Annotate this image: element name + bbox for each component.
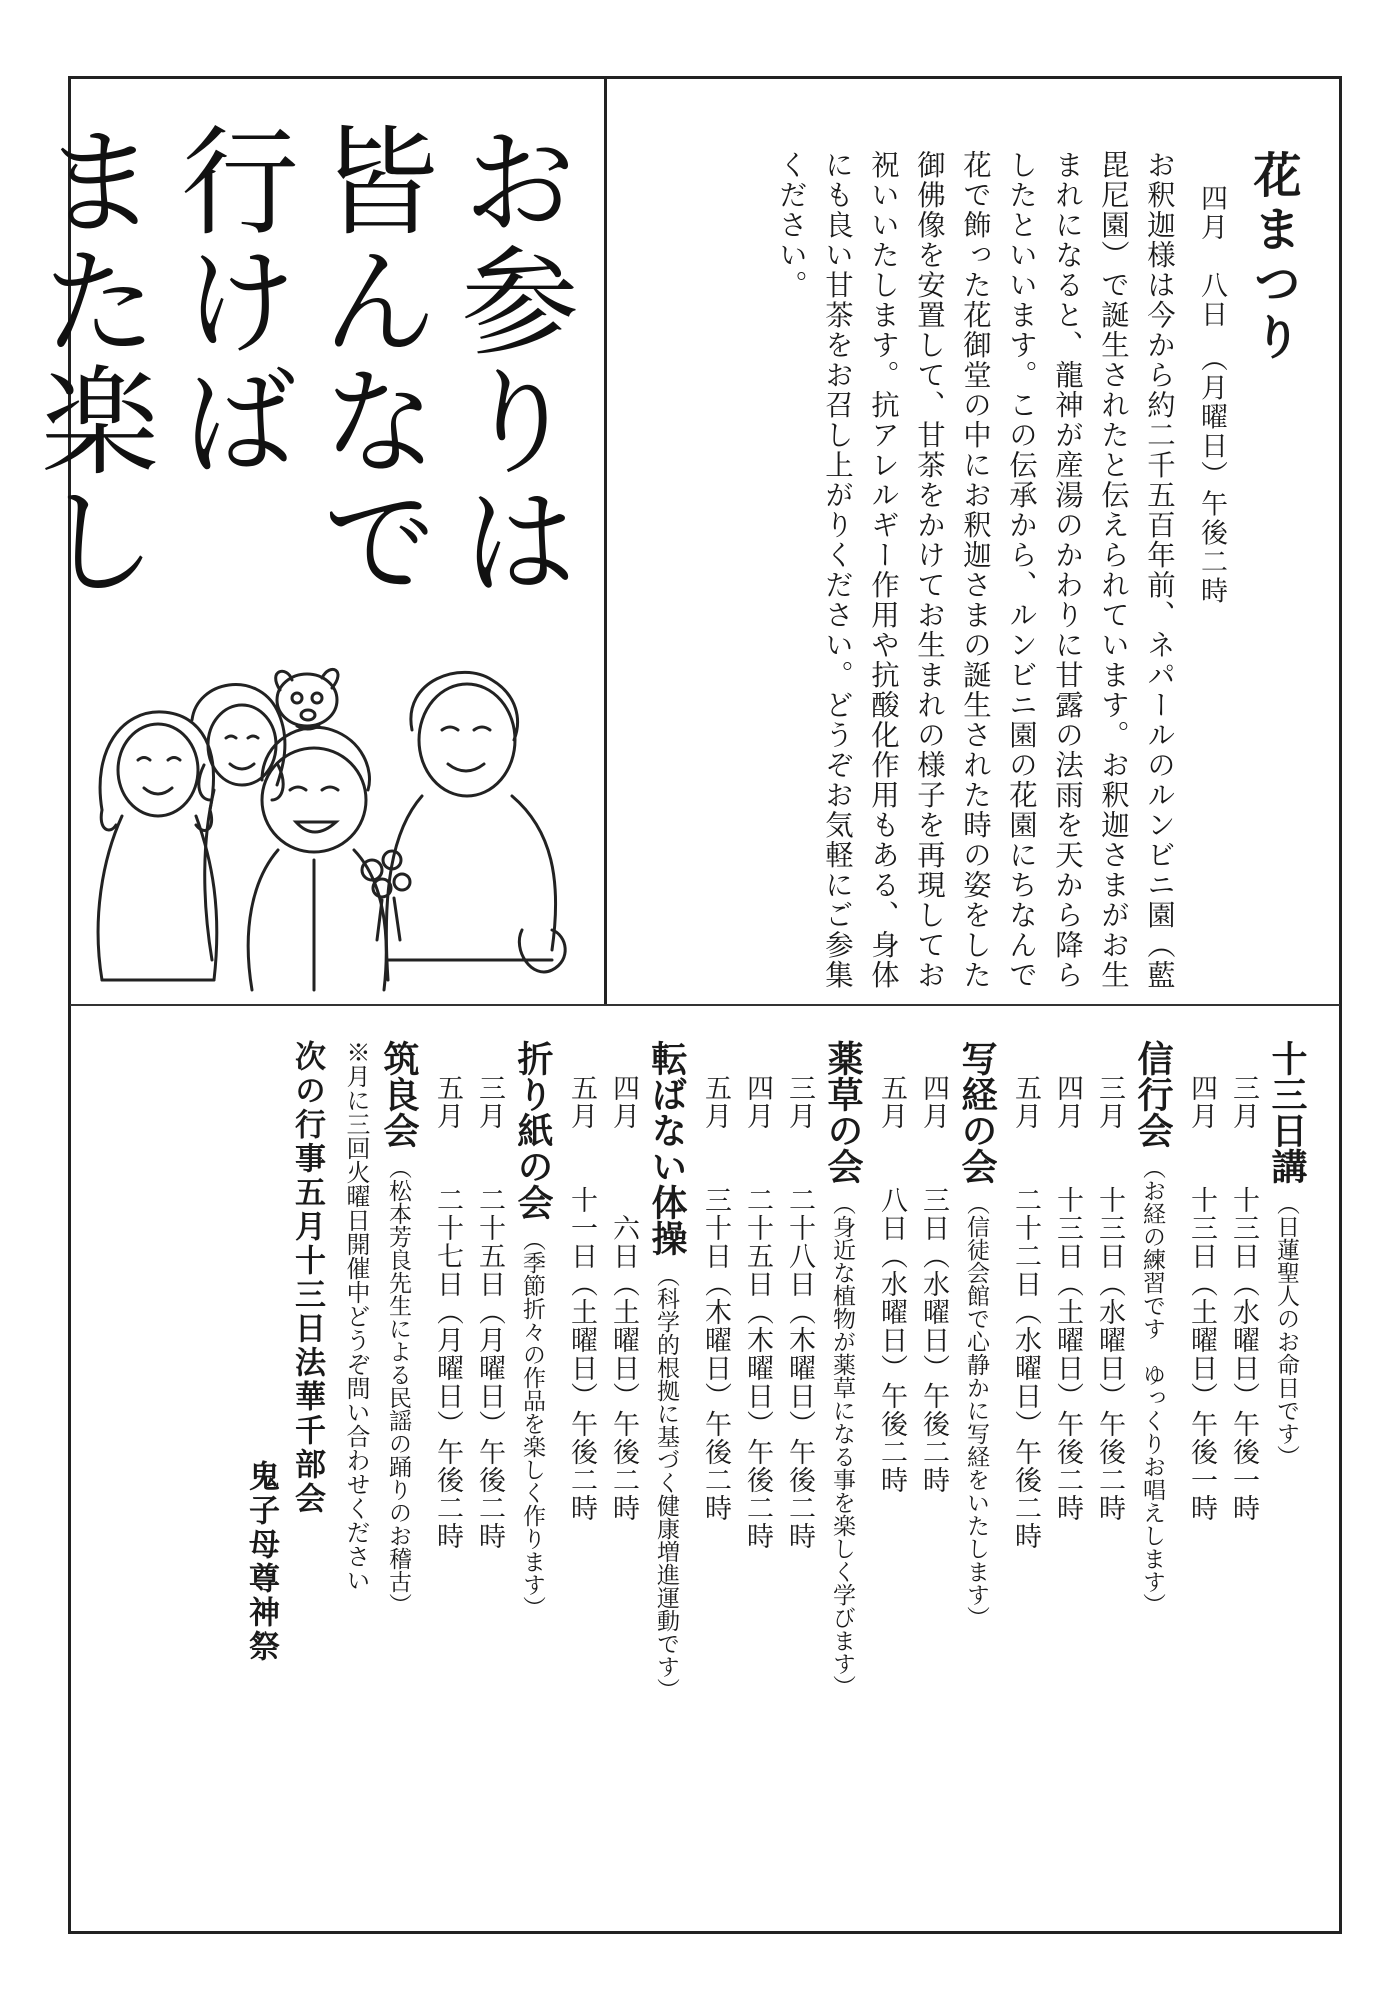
event-date-line: 四月 二十五日（木曜日）午後二時	[742, 1074, 773, 1550]
event-subtitle: （お経の練習です ゆっくりお唱えします）	[1139, 1156, 1165, 1616]
vertical-divider	[604, 76, 607, 1006]
event-chikuryokai	[336, 1040, 420, 1910]
girl-figure	[192, 685, 285, 960]
event-date-line: 三月 十三日（水曜日）午後二時	[1094, 1074, 1125, 1522]
event-date-line: 五月 三十日（木曜日）午後二時	[700, 1074, 731, 1522]
slogan-line-2: 皆んなで行けば	[161, 120, 439, 600]
event-note: ※月に三回火曜日開催中どうぞ問い合わせください	[342, 1040, 370, 1592]
event-origami	[426, 1040, 554, 1910]
horizontal-divider	[70, 1004, 1340, 1006]
event-title: 薬草の会	[822, 1040, 863, 1184]
event-subtitle: （信徒会館で心静かに写経をいたします）	[963, 1192, 989, 1629]
event-date-line: 五月 八日（水曜日）午後二時	[876, 1074, 907, 1494]
event-title: 転ばない体操	[646, 1040, 687, 1256]
event-title: 折り紙の会	[512, 1040, 553, 1220]
family-illustration	[82, 660, 597, 1000]
event-yakuso	[694, 1040, 864, 1910]
event-subtitle: （季節折々の作品を楽しく作ります）	[519, 1228, 545, 1619]
event-title: 写経の会	[956, 1040, 997, 1184]
event-date-line: 四月 六日（土曜日）午後二時	[608, 1074, 639, 1522]
event-subtitle: （松本芳良先生による民謡の踊りのお稽古）	[385, 1156, 411, 1616]
events-section	[158, 1040, 1308, 1910]
slogan-line-3: また楽し	[21, 120, 159, 600]
hanamatsuri-date: 四月 八日 （月曜日）午後二時	[1196, 184, 1227, 606]
event-shakyo	[870, 1040, 998, 1910]
next-event	[238, 1040, 330, 1910]
young-man-figure	[386, 672, 565, 980]
woman-figure	[98, 712, 217, 980]
next-event-label: 次の行事	[289, 1040, 325, 1176]
event-date-line: 三月 二十八日（木曜日）午後二時	[784, 1074, 815, 1550]
next-event-name-1: 法華千部会	[289, 1346, 325, 1516]
event-date-line: 五月 二十七日（月曜日）午後二時	[432, 1074, 463, 1550]
next-event-name-2: 鬼子母尊神祭	[243, 1460, 279, 1664]
event-date-line: 五月 十一日（土曜日）午後二時	[566, 1074, 597, 1522]
event-date-line: 四月 三日（水曜日）午後二時	[918, 1074, 949, 1494]
event-date-line: 四月 十三日（土曜日）午後一時	[1186, 1074, 1217, 1522]
next-event-date: 五月十三日	[289, 1176, 325, 1346]
event-date-line: 五月 二十二日（水曜日）午後二時	[1010, 1074, 1041, 1550]
slogan-line-1: お参りは	[441, 120, 579, 600]
dog-figure	[276, 669, 338, 729]
event-jusannichiko	[1180, 1040, 1308, 1910]
hanamatsuri-title: 花まつり	[1245, 150, 1301, 366]
event-title: 十三日講	[1266, 1040, 1307, 1184]
event-subtitle: （日蓮聖人のお命日です）	[1273, 1192, 1299, 1468]
event-shingyokai	[1004, 1040, 1174, 1910]
hanamatsuri-body: お釈迦様は今から約二千五百年前、ネパールのルンビニ園（藍毘尼園）で誕生されたと伝えられています。お釈迦さまがお生まれになると、龍神が産湯のかわりに甘露の法雨を天から降らしたといいます。この伝承から、ルンビニ園の花園にちなんで花で飾った花御堂の中にお釈迦さまの誕生された時の姿をした御佛像を安置して、甘茶をかけてお生まれの様子を再現してお祝いいたします。抗アレルギー作用や抗酸化作用もある、身体にも良い甘茶をお召し上がりください。どうぞお気軽にご参集ください。	[775, 150, 1176, 990]
event-date-line: 三月 十三日（水曜日）午後一時	[1228, 1074, 1259, 1522]
event-subtitle: （科学的根拠に基づく健康増進運動です）	[653, 1264, 679, 1701]
slogan	[21, 120, 580, 700]
event-title: 信行会	[1132, 1040, 1173, 1148]
event-title: 筑良会	[378, 1040, 419, 1148]
event-subtitle: （身近な植物が薬草になる事を楽しく学びます）	[829, 1192, 855, 1698]
hanamatsuri-section	[638, 150, 1308, 990]
event-taiso	[560, 1040, 688, 1910]
event-date-line: 三月 二十五日（月曜日）午後二時	[474, 1074, 505, 1550]
event-date-line: 四月 十三日（土曜日）午後二時	[1052, 1074, 1083, 1522]
